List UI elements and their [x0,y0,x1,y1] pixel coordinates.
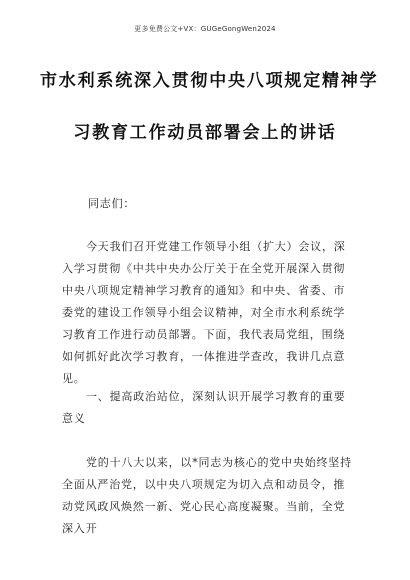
document-title-line2: 习教育工作动员部署会上的讲话 [73,123,337,143]
document-title-line1: 市水利系统深入贯彻中央八项规定精神学 [40,71,379,91]
body-paragraph: 党的十八大以来，以*同志为核心的党中央始终坚持全面从严治党，以中央八项规定为切入点和动员令，推动党风政风焕然一新、党心民心高度凝聚。当前，全党深入开 [62,456,352,535]
salutation: 同志们： [88,197,136,210]
header-watermark: 更多免费公文+VX：GUGeGongWen2024 [134,25,276,33]
section-heading: 一、提高政治站位，深刻认识开展学习教育的重要意义 [62,390,346,425]
body-paragraph: 今天我们召开党建工作领导小组（扩大）会议，深入学习贯彻《中共中央办公厅关于在全党开展深入贯彻中央八项规定精神学习教育的通知》和中央、省委、市委党的建设工作领导小组会议精神，对全市水利系统学习教育工作进行动员部署。下面，我代表局党组，围绕如何抓好此次学习教育，一体推进学查改，我讲几点意见。 [62,240,346,385]
